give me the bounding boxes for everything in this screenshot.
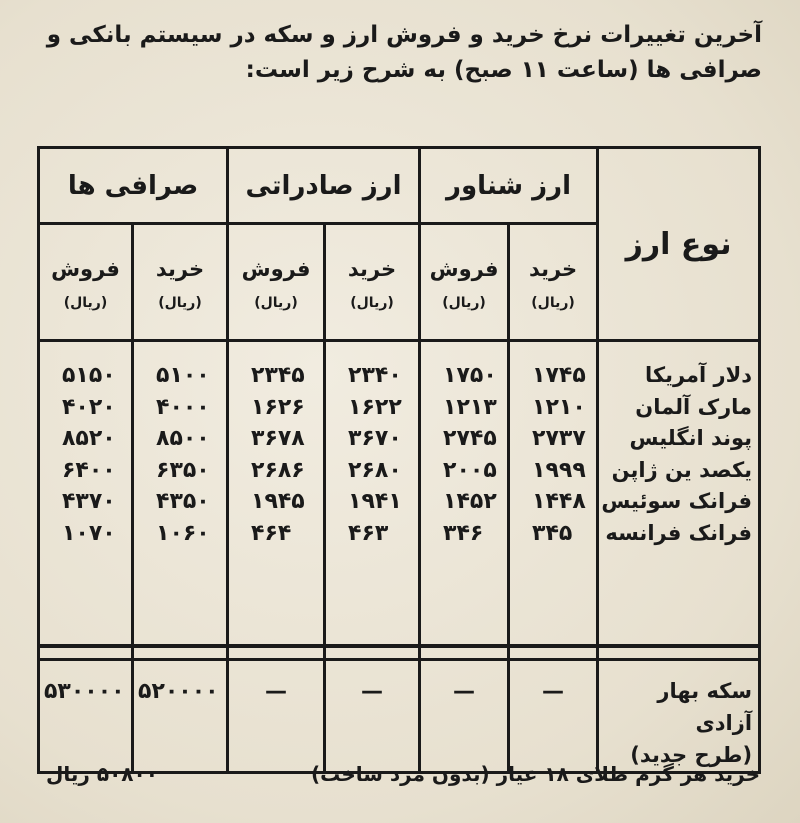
rate-value: ۸۵۰۰ bbox=[156, 426, 210, 451]
intro-line-2: صرافی ها (ساعت ۱۱ صبح) به شرح زیر است: bbox=[245, 57, 762, 83]
coin-exchange-sell: ۵۳۰۰۰۰ bbox=[39, 660, 133, 773]
floating-sell-header bbox=[420, 224, 509, 341]
rate-value: ۱۹۹۹ bbox=[532, 457, 586, 483]
floating-buy-column bbox=[509, 341, 598, 647]
rate-value: ۱۲۱۰ bbox=[532, 394, 586, 420]
currency-name-column bbox=[598, 341, 760, 647]
rate-value: ۱۹۴۱ bbox=[348, 489, 402, 514]
rate-value: ۳۴۶ bbox=[443, 520, 484, 546]
rate-value: ۸۵۲۰ bbox=[62, 426, 116, 451]
exchange-rate-table bbox=[37, 146, 761, 774]
rate-value: ۲۷۳۷ bbox=[532, 426, 586, 451]
table-divider bbox=[420, 646, 509, 660]
rate-value: ۴۶۳ bbox=[348, 520, 389, 546]
table-divider bbox=[228, 646, 325, 660]
unit-label: (ریال) bbox=[531, 295, 575, 311]
rate-value: ۳۶۷۸ bbox=[251, 426, 305, 451]
sell-label: فروش bbox=[51, 257, 120, 281]
floating-buy-header bbox=[509, 224, 598, 341]
export-rate-header: ارز صادراتی bbox=[228, 148, 420, 224]
currency-type-header: نوع ارز bbox=[598, 148, 760, 341]
rate-value: ۴۰۲۰ bbox=[62, 394, 116, 420]
export-buy-header bbox=[325, 224, 420, 341]
table-divider bbox=[598, 646, 760, 660]
rate-value: ۱۶۲۲ bbox=[348, 394, 402, 420]
export-sell-column bbox=[228, 341, 325, 647]
rate-value: ۴۰۰۰ bbox=[156, 394, 210, 420]
coin-floating-buy: — bbox=[509, 660, 598, 773]
table-divider bbox=[325, 646, 420, 660]
exchange-shops-header: صرافی ها bbox=[39, 148, 228, 224]
gold-price-value: ۵۰۸۰۰ ریال bbox=[46, 762, 158, 786]
rate-value: ۴۳۵۰ bbox=[156, 489, 210, 514]
rate-value: ۴۶۴ bbox=[251, 520, 292, 546]
rate-value: ۱۷۴۵ bbox=[532, 363, 586, 388]
rate-value: ۱۲۱۳ bbox=[443, 394, 497, 420]
rate-value: ۶۳۵۰ bbox=[156, 457, 210, 483]
rate-value: ۳۴۵ bbox=[532, 520, 573, 546]
rate-value: ۱۹۴۵ bbox=[251, 489, 305, 514]
rate-value: ۱۶۲۶ bbox=[251, 394, 305, 420]
coin-floating-sell: — bbox=[420, 660, 509, 773]
rate-value: ۵۱۰۰ bbox=[156, 363, 210, 388]
floating-rate-header: ارز شناور bbox=[420, 148, 598, 224]
rate-value: ۱۰۶۰ bbox=[156, 520, 210, 546]
rate-value: ۲۰۰۵ bbox=[443, 457, 497, 483]
sell-label: فروش bbox=[429, 257, 499, 281]
sell-label: فروش bbox=[241, 257, 311, 281]
rate-value: ۶۴۰۰ bbox=[62, 457, 116, 483]
currency-name: دلار آمریکا bbox=[644, 363, 753, 387]
currency-name: پوند انگلیس bbox=[629, 426, 753, 450]
intro-paragraph bbox=[32, 18, 762, 88]
unit-label: (ریال) bbox=[350, 295, 394, 311]
unit-label: (ریال) bbox=[254, 295, 298, 311]
rate-value: ۱۴۵۲ bbox=[443, 489, 497, 514]
rate-value: ۱۰۷۰ bbox=[62, 520, 116, 546]
exchange-buy-header bbox=[133, 224, 228, 341]
rate-value: ۱۷۵۰ bbox=[443, 363, 497, 388]
coin-name-cell bbox=[598, 660, 760, 773]
rate-value: ۲۳۴۵ bbox=[251, 363, 305, 388]
exchange-sell-header bbox=[39, 224, 133, 341]
intro-line-1: آخرین تغییرات نرخ خرید و فروش ارز و سکه در سیستم بانکی و bbox=[46, 22, 762, 48]
rate-value: ۲۷۴۵ bbox=[443, 426, 497, 451]
currency-name: فرانک فرانسه bbox=[605, 520, 753, 545]
coin-exchange-buy: ۵۲۰۰۰۰ bbox=[133, 660, 228, 773]
table-divider bbox=[133, 646, 228, 660]
rate-value: ۴۳۷۰ bbox=[62, 489, 116, 514]
buy-label: خرید bbox=[528, 257, 578, 281]
exchange-sell-column bbox=[39, 341, 133, 647]
unit-label: (ریال) bbox=[158, 295, 202, 311]
unit-label: (ریال) bbox=[442, 295, 486, 311]
unit-label: (ریال) bbox=[63, 295, 108, 311]
coin-export-sell: — bbox=[228, 660, 325, 773]
gold-price-label: خرید هر گرم طلای ۱۸ عیار (بدون مزد ساخت) bbox=[311, 762, 760, 786]
buy-label: خرید bbox=[347, 257, 397, 281]
table-divider bbox=[39, 646, 133, 660]
rate-value: ۱۴۴۸ bbox=[532, 489, 586, 514]
exchange-buy-column bbox=[133, 341, 228, 647]
rate-value: ۵۱۵۰ bbox=[62, 363, 116, 388]
export-sell-header bbox=[228, 224, 325, 341]
currency-name: یکصد ین ژاپن bbox=[611, 457, 753, 482]
coin-export-buy: — bbox=[325, 660, 420, 773]
buy-label: خرید bbox=[155, 257, 205, 281]
export-buy-column bbox=[325, 341, 420, 647]
rate-value: ۲۳۴۰ bbox=[348, 363, 402, 388]
floating-sell-column bbox=[420, 341, 509, 647]
rate-value: ۳۶۷۰ bbox=[348, 426, 402, 451]
coin-name: سکه بهار آزادی bbox=[657, 679, 753, 735]
currency-name: مارک آلمان bbox=[635, 394, 753, 419]
table-divider bbox=[509, 646, 598, 660]
currency-name: فرانک سوئیس bbox=[601, 489, 753, 513]
coin-design-note: (طرح جدید) bbox=[630, 743, 753, 767]
rate-value: ۲۶۸۶ bbox=[251, 457, 305, 483]
rate-value: ۲۶۸۰ bbox=[348, 457, 402, 483]
